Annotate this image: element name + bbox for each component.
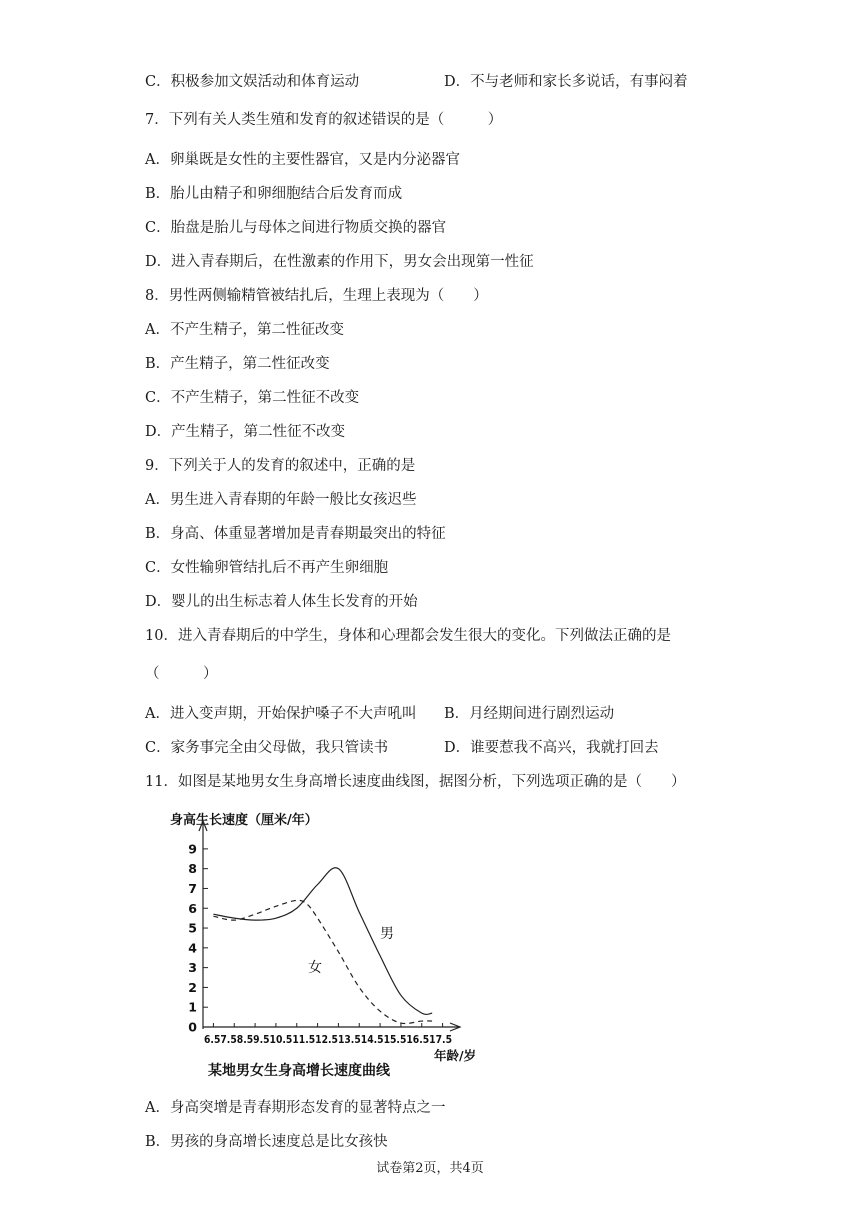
height-growth-chart <box>160 805 490 1085</box>
question-9-option-d: D．婴儿的出生标志着人体生长发育的开始 <box>145 594 418 610</box>
question-10-option-d: D．谁要惹我不高兴，我就打回去 <box>444 740 659 756</box>
question-7-option-b: B．胎儿由精子和卵细胞结合后发育而成 <box>145 186 403 202</box>
y-tick-label: 8 <box>188 861 197 877</box>
question-11-stem: 11．如图是某地男女生身高增长速度曲线图，据图分析，下列选项正确的是（ ） <box>145 774 686 790</box>
question-7-option-c: C．胎盘是胎儿与母体之间进行物质交换的器官 <box>145 220 447 236</box>
question-8-option-c: C．不产生精子，第二性征不改变 <box>145 390 360 406</box>
question-10-option-c: C．家务事完全由父母做，我只管读书 <box>145 740 389 756</box>
q6-option-d: D．不与老师和家长多说话，有事闷着 <box>444 74 688 90</box>
y-tick-label: 4 <box>188 940 197 956</box>
series-line-female <box>213 900 432 1023</box>
question-11-option-b: B．男孩的身高增长速度总是比女孩快 <box>145 1134 388 1150</box>
y-tick-label: 3 <box>188 960 197 976</box>
question-8-stem: 8．男性两侧输精管被结扎后，生理上表现为（ ） <box>145 288 488 304</box>
question-10-option-a: A．进入变声期，开始保护嗓子不大声吼叫 <box>145 706 417 722</box>
question-9-option-c: C．女性输卵管结扎后不再产生卵细胞 <box>145 560 389 576</box>
chart-axes <box>199 821 460 1031</box>
question-10-stem: 10．进入青春期后的中学生，身体和心理都会发生很大的变化。下列做法正确的是 <box>145 628 671 644</box>
question-7-stem: 7．下列有关人类生殖和发育的叙述错误的是（ ） <box>145 112 503 128</box>
y-tick-label: 7 <box>188 880 197 896</box>
chart-x-tick-labels: 6.57.58.59.510.511.512.513.514.515.516.517.5 <box>204 1034 452 1046</box>
series-line-male <box>213 868 432 1015</box>
y-tick-label: 9 <box>188 841 197 857</box>
y-tick-label: 2 <box>188 979 197 995</box>
question-11-option-a: A．身高突增是青春期形态发育的显著特点之一 <box>145 1100 446 1116</box>
page-footer: 试卷第2页，共4页 <box>376 1161 484 1176</box>
question-8-option-d: D．产生精子，第二性征不改变 <box>145 424 346 440</box>
chart-series <box>213 868 432 1024</box>
question-9-stem: 9．下列关于人的发育的叙述中，正确的是 <box>145 458 416 474</box>
q6-option-c: C．积极参加文娱活动和体育运动 <box>145 74 360 90</box>
series-label-female: 女 <box>308 960 322 976</box>
y-tick-label: 0 <box>188 1019 197 1035</box>
chart-y-ticks <box>188 841 208 1034</box>
question-10-option-b: B．月经期间进行剧烈运动 <box>444 706 615 722</box>
question-8-option-a: A．不产生精子，第二性征改变 <box>145 322 344 338</box>
question-8-option-b: B．产生精子，第二性征改变 <box>145 356 330 372</box>
y-tick-label: 6 <box>188 900 197 916</box>
chart-xlabel: 年龄/岁 <box>434 1048 477 1063</box>
question-10-paren: （ ） <box>145 666 218 682</box>
question-7-option-d: D．进入青春期后，在性激素的作用下，男女会出现第一性征 <box>145 254 534 270</box>
y-tick-label: 1 <box>188 999 197 1015</box>
question-7-option-a: A．卵巢既是女性的主要性器官，又是内分泌器官 <box>145 152 460 168</box>
question-9-option-b: B．身高、体重显著增加是青春期最突出的特征 <box>145 526 446 542</box>
chart-ylabel: 身高生长速度（厘米/年） <box>170 813 318 828</box>
y-tick-label: 5 <box>188 920 197 936</box>
series-label-male: 男 <box>380 926 394 942</box>
chart-title: 某地男女生身高增长速度曲线 <box>208 1063 390 1079</box>
question-9-option-a: A．男生进入青春期的年龄一般比女孩迟些 <box>145 492 417 508</box>
